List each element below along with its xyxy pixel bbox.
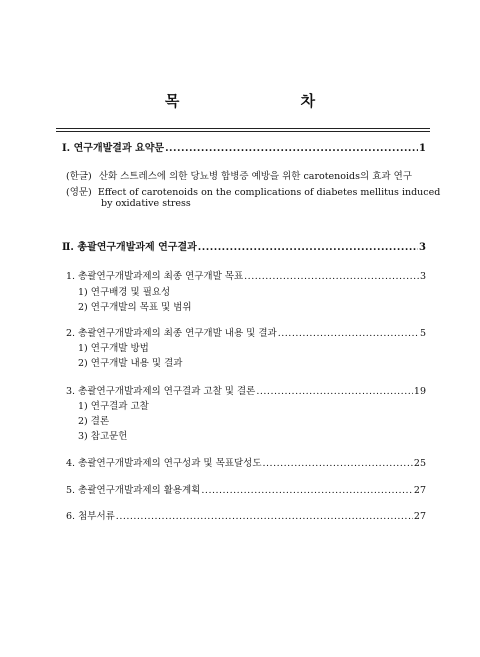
toc-entry-item-6[interactable] [66, 508, 426, 522]
toc-entry-item-3[interactable] [66, 383, 426, 397]
toc-page-number: 3 [419, 242, 426, 253]
toc-leader-dots [278, 328, 419, 339]
toc-subentry[interactable]: 2) 결론 [78, 416, 110, 427]
toc-page-number: 27 [413, 511, 426, 522]
toc-leader-dots [198, 242, 418, 253]
toc-entry-item-5[interactable] [66, 482, 426, 496]
toc-page-number: 19 [413, 386, 426, 397]
toc-entry-label: Ⅰ. 연구개발결과 요약문 [62, 143, 165, 154]
toc-entry-label: 1. 총괄연구개발과제의 최종 연구개발 목표 [66, 271, 244, 282]
english-title-line [66, 184, 440, 198]
toc-subentry[interactable]: 3) 참고문헌 [78, 431, 128, 442]
toc-subentry[interactable]: 2) 연구개발 내용 및 결과 [78, 358, 183, 369]
toc-entry-label: 6. 첨부서류 [66, 511, 115, 522]
korean-title-prefix: (한글) [66, 171, 92, 182]
toc-page-number: 5 [419, 328, 426, 339]
toc-entry-section-1[interactable] [62, 139, 426, 154]
toc-subentry[interactable]: 1) 연구결과 고찰 [78, 401, 149, 412]
english-title-line2: by oxidative stress [101, 198, 191, 209]
toc-page-number: 1 [419, 143, 426, 154]
english-title-prefix: (영문) [66, 187, 92, 198]
toc-entry-section-2[interactable] [62, 238, 426, 253]
toc-entry-item-1[interactable] [66, 268, 426, 282]
toc-leader-dots [256, 386, 413, 397]
toc-leader-dots [165, 143, 418, 154]
header-rule [56, 128, 430, 129]
toc-entry-label: Ⅱ. 총괄연구개발과제 연구결과 [62, 242, 197, 253]
toc-subentry[interactable]: 1) 연구개발 방법 [78, 343, 149, 354]
toc-leader-dots [244, 271, 419, 282]
toc-entry-item-4[interactable] [66, 455, 426, 469]
toc-leader-dots [201, 485, 413, 496]
toc-entry-label: 2. 총괄연구개발과제의 최종 연구개발 내용 및 결과 [66, 328, 277, 339]
toc-subentry[interactable]: 1) 연구배경 및 필요성 [78, 287, 171, 298]
toc-subentry[interactable]: 2) 연구개발의 목표 및 범위 [78, 302, 192, 313]
toc-entry-label: 4. 총괄연구개발과제의 연구성과 및 목표달성도 [66, 458, 262, 469]
korean-title: 산화 스트레스에 의한 당뇨병 합병증 예방을 위한 carotenoids의 효과 연구 [98, 171, 412, 182]
toc-page-number: 25 [413, 458, 426, 469]
toc-page-number: 27 [413, 485, 426, 496]
korean-title-line [66, 168, 412, 182]
page-title: 목 차 [164, 92, 374, 110]
toc-leader-dots [116, 511, 413, 522]
header-rule-thin [56, 131, 430, 132]
toc-entry-label: 3. 총괄연구개발과제의 연구결과 고찰 및 결론 [66, 386, 256, 397]
english-title-line1: Effect of carotenoids on the complications of diabetes mellitus induced [97, 187, 441, 198]
toc-page-number: 3 [419, 271, 426, 282]
toc-entry-label: 5. 총괄연구개발과제의 활용계획 [66, 485, 201, 496]
toc-entry-item-2[interactable] [66, 325, 426, 339]
toc-leader-dots [263, 458, 413, 469]
